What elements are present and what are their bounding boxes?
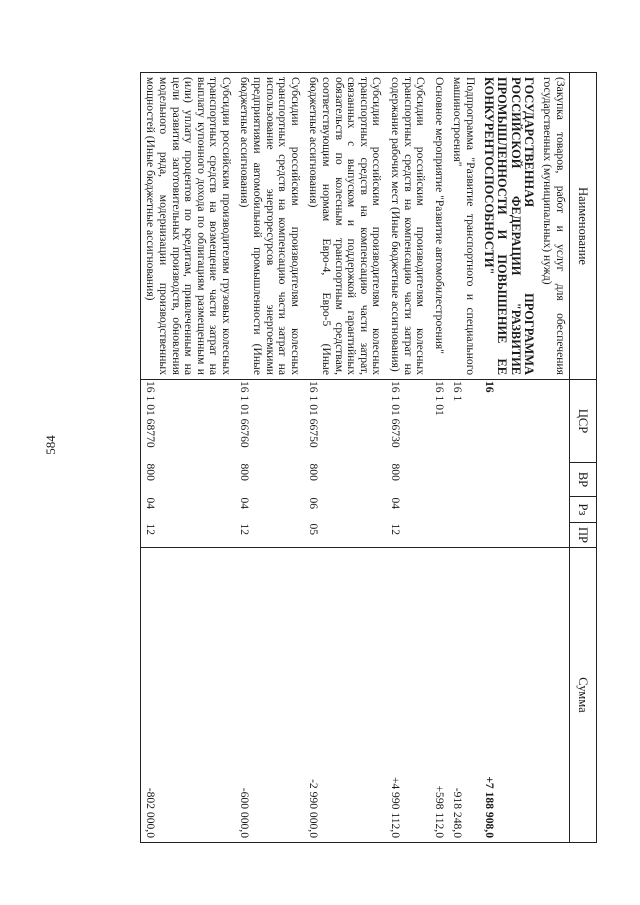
row-vr: 800 — [140, 463, 235, 497]
row-rz: 04 — [140, 497, 235, 523]
row-sum: -802 000,0 — [140, 548, 235, 843]
row-sum: -2 990 000,0 — [304, 548, 386, 843]
row-sum: -918 248,0 — [448, 548, 479, 843]
table-row — [235, 73, 304, 843]
header-pr: ПР — [570, 523, 597, 548]
table-row — [538, 73, 570, 843]
row-csr: 16 1 01 68770 — [140, 380, 235, 463]
page-number: 584 — [42, 435, 58, 455]
row-name: Субсидии российским производителям колесных транспортных средств на компенсацию части затрат на содержание рабочих мест (Иные бюджетные ассигнования) — [385, 73, 429, 380]
row-pr — [448, 523, 479, 548]
row-vr — [479, 463, 538, 497]
row-name: (Закупка товаров, работ и услуг для обеспечения государственных (муниципальных) нужд) — [538, 73, 570, 380]
row-name: Субсидии российским производителям колесных транспортных средств на компенсацию части затрат на использование энергоресурсов энергоемкими предприятиями автомобильной промышленности (Иные бюджетные ассигнования) — [235, 73, 304, 380]
table-row — [448, 73, 479, 843]
table-row — [429, 73, 448, 843]
row-name: ГОСУДАРСТВЕННАЯ ПРОГРАММА РОССИЙСКОЙ ФЕДЕРАЦИИ "РАЗВИТИЕ ПРОМЫШЛЕННОСТИ И ПОВЫШЕНИЕ ЕЕ КОНКУРЕНТОСПОСОБНОСТИ" — [479, 73, 538, 380]
row-sum: +4 990 112,0 — [385, 548, 429, 843]
budget-table — [140, 72, 597, 843]
row-csr: 16 1 01 — [432, 381, 446, 416]
table-row — [479, 73, 538, 843]
row-pr — [479, 523, 538, 548]
row-csr: 16 1 01 66750 — [307, 381, 321, 448]
row-csr — [538, 380, 570, 463]
row-sum: +598 112,0 — [429, 548, 448, 843]
table-row — [140, 73, 235, 843]
row-vr — [429, 463, 448, 497]
row-pr: 12 — [140, 523, 235, 548]
row-sum: +7 188 908,0 — [479, 548, 538, 843]
row-vr: 800 — [307, 463, 321, 481]
row-sum: -600 000,0 — [235, 548, 304, 843]
row-vr — [538, 463, 570, 497]
row-rz: 04 — [238, 497, 252, 510]
header-name: Наименование — [570, 73, 597, 380]
header-rz: Рз — [570, 497, 597, 523]
row-rz — [479, 497, 538, 523]
row-csr: 16 1 — [451, 381, 465, 402]
row-rz — [538, 497, 570, 523]
header-sum: Сумма — [570, 548, 597, 843]
table-header-row — [570, 73, 597, 843]
row-vr: 800 — [238, 463, 252, 481]
row-pr: 05 — [307, 523, 321, 536]
row-name: Субсидии российским производителям колесных транспортных средств на компенсацию части затрат, связанных с выпуском и поддержкой гарантийных обязательств по колесным транспортным средствам, соответствующим нормам Евро-4, Евро-5 (Иные бюджетные ассигнования) — [304, 73, 386, 380]
row-rz: 06 — [307, 497, 321, 510]
row-vr — [448, 463, 479, 497]
row-rz — [448, 497, 479, 523]
header-vr: ВР — [570, 463, 597, 497]
row-csr: 16 — [482, 381, 496, 393]
row-vr: 800 — [389, 463, 403, 481]
rotated-page-content — [85, 72, 597, 842]
table-row — [385, 73, 429, 843]
row-csr: 16 1 01 66730 — [389, 381, 403, 448]
row-pr: 12 — [238, 523, 252, 536]
row-csr: 16 1 01 66760 — [238, 381, 252, 448]
row-rz — [429, 497, 448, 523]
row-name: Подпрограмма "Развитие транспортного и специального машиностроения" — [448, 73, 479, 380]
row-name: Основное мероприятие "Развитие автомобилестроения" — [429, 73, 448, 380]
header-csr: ЦСР — [570, 380, 597, 463]
row-pr: 12 — [389, 523, 403, 536]
row-rz: 04 — [389, 497, 403, 510]
table-row — [304, 73, 386, 843]
row-pr — [538, 523, 570, 548]
row-pr — [429, 523, 448, 548]
row-sum — [538, 548, 570, 843]
row-name: Субсидии российским производителям грузовых колесных транспортных средств на возмещение части затрат на выплату купонного дохода по облигациям размещенным и (или) уплату процентов по кредитам, привлеченным на цели развития заготовительных производств, обновления модельного ряда, модернизации производственных мощностей (Иные бюджетные ассигнования) — [140, 73, 235, 380]
